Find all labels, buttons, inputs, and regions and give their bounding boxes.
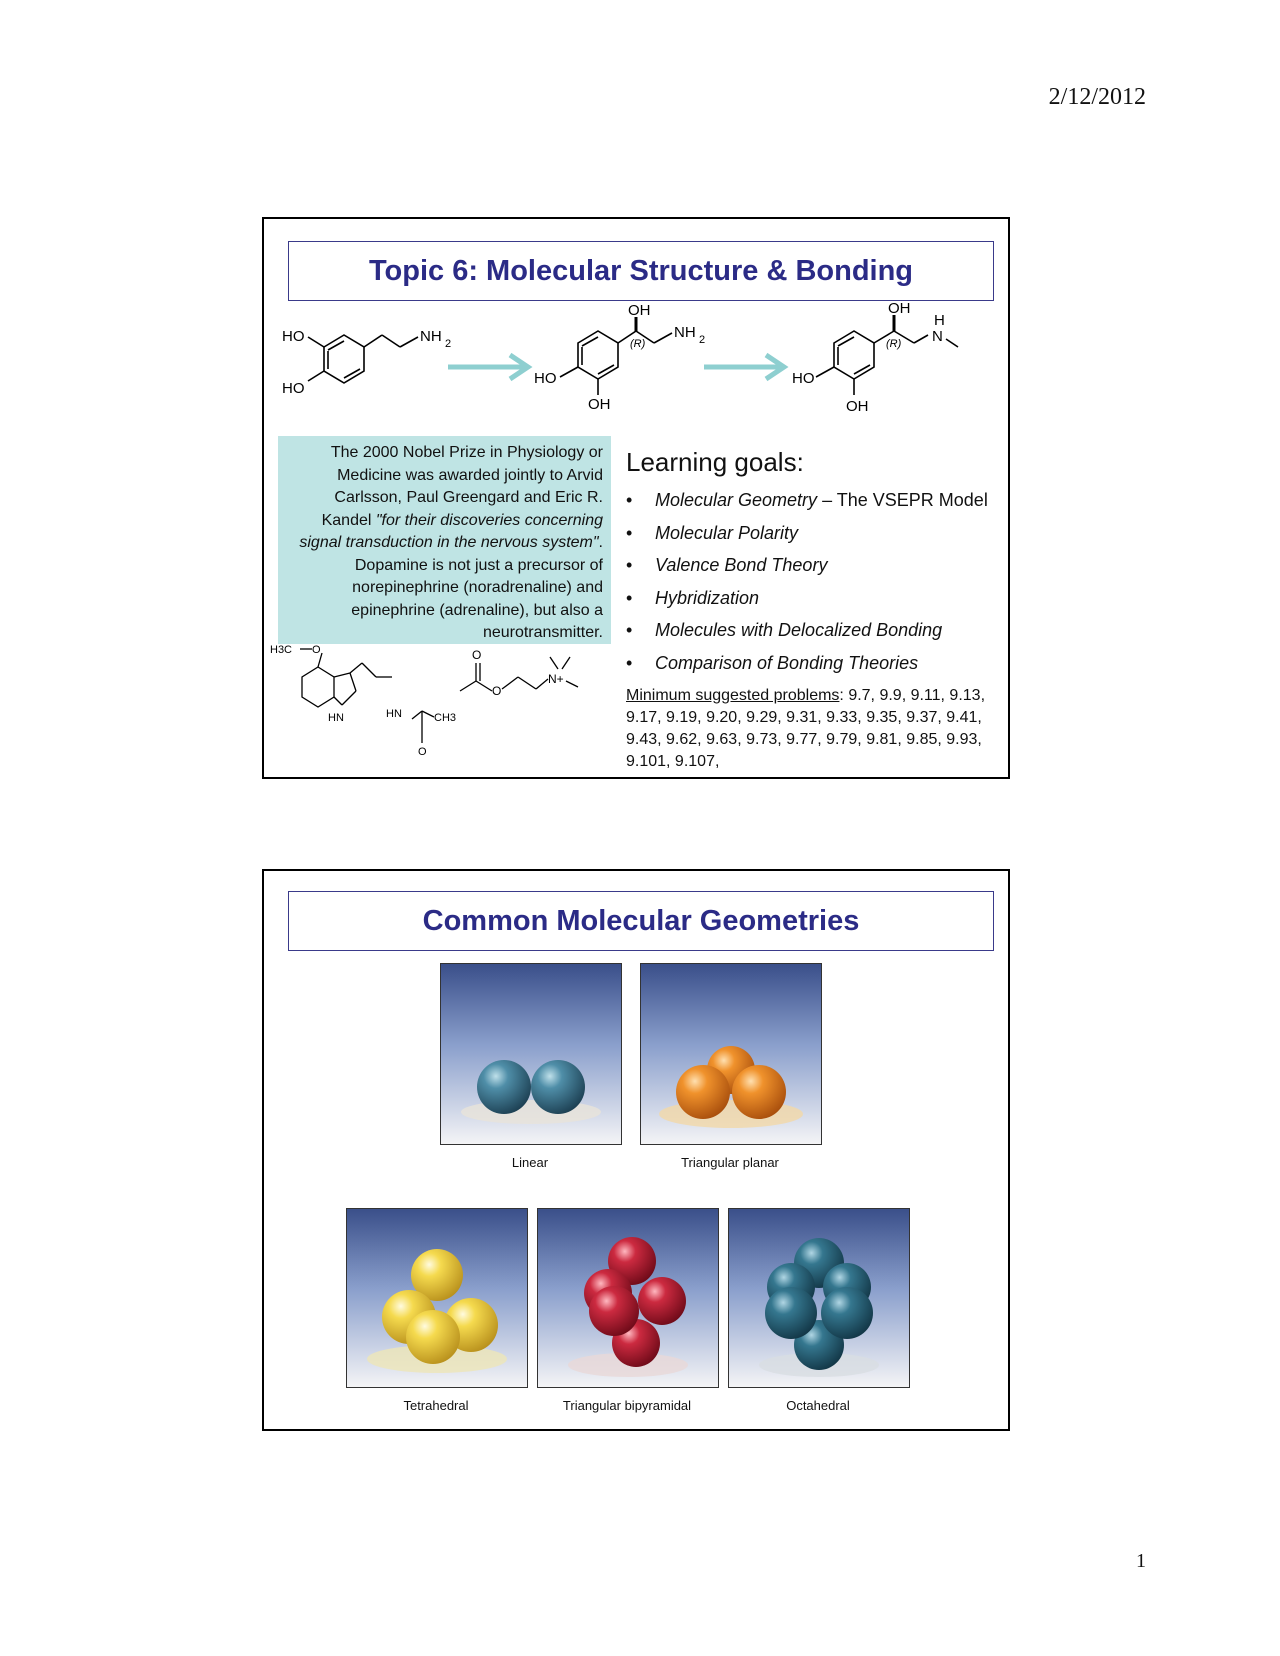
reaction-arrow-1 xyxy=(448,355,528,379)
norepinephrine-r-label: (R) xyxy=(630,338,646,350)
melatonin-h3c: H3C xyxy=(270,644,293,656)
epinephrine-n: N xyxy=(932,328,943,345)
goal-item: • Molecules with Delocalized Bonding xyxy=(626,620,943,640)
goal-item: • Molecular Geometry – The VSEPR Model xyxy=(626,490,988,510)
page-date: 2/12/2012 xyxy=(1048,84,1146,110)
dopamine-to-epinephrine-scheme xyxy=(264,303,1008,423)
learning-goals-list xyxy=(626,484,1006,679)
epinephrine-r-label: (R) xyxy=(886,338,902,350)
epinephrine-h: H xyxy=(934,312,945,329)
note-text-1: The 2000 Nobel Prize in Physiology or Medicine was awarded jointly to Arvid Carlsson, Paul Greengard and Eric R. Kandel xyxy=(321,444,603,529)
problems-label: Minimum suggested problems xyxy=(626,687,840,704)
norepinephrine-structure xyxy=(560,317,672,395)
acetylcholine-o-ester: O xyxy=(492,684,502,698)
octahedral-geometry-image xyxy=(728,1208,910,1388)
page-number: 1 xyxy=(1136,1550,1146,1572)
caption-triangular-bipyramidal: Triangular bipyramidal xyxy=(562,1398,692,1413)
goal-item: • Valence Bond Theory xyxy=(626,555,828,575)
nobel-prize-note xyxy=(278,436,611,644)
melatonin-hn-ring: HN xyxy=(328,712,344,724)
caption-tetrahedral: Tetrahedral xyxy=(403,1398,469,1413)
acetylcholine-nplus: N+ xyxy=(548,672,564,686)
melatonin-acetylcholine-structures xyxy=(270,643,610,773)
atom-sphere xyxy=(765,1287,817,1339)
dopamine-nh2: NH xyxy=(420,328,442,345)
norepinephrine-ho: HO xyxy=(534,370,557,387)
triangular-bipyramidal-geometry-image xyxy=(537,1208,719,1388)
norepinephrine-oh-bottom: OH xyxy=(588,396,611,413)
reaction-arrow-2 xyxy=(704,355,784,379)
suggested-problems xyxy=(626,685,1002,773)
note-text-italic: "for their discoveries concerning signal transduction in the nervous system" xyxy=(299,511,603,551)
dopamine-nh2-sub: 2 xyxy=(445,338,452,350)
caption-linear: Linear xyxy=(511,1155,549,1170)
slide-title-box xyxy=(288,241,994,301)
caption-triangular-planar: Triangular planar xyxy=(681,1155,779,1170)
norepinephrine-oh-top: OH xyxy=(628,303,651,319)
caption-octahedral: Octahedral xyxy=(786,1398,850,1413)
atom-sphere xyxy=(477,1060,531,1114)
atom-sphere xyxy=(531,1060,585,1114)
slide-title: Topic 6: Molecular Structure & Bonding xyxy=(368,254,914,287)
melatonin-structure xyxy=(300,649,434,743)
norepinephrine-nh2: NH xyxy=(674,324,696,341)
slide-topic-6 xyxy=(262,217,1010,779)
tetrahedral-geometry-image xyxy=(346,1208,528,1388)
problems-list: : 9.7, 9.9, 9.11, 9.13, 9.17, 9.19, 9.20, 9.29, 9.31, 9.33, 9.35, 9.37, 9.41, 9.43, 9.62, 9.63, 9.73, 9.77, 9.79, 9.81, 9.85, 9.93, 9.101, 9.107, xyxy=(626,687,986,770)
atom-sphere xyxy=(732,1065,786,1119)
melatonin-o-carbonyl: O xyxy=(418,746,427,758)
triangular-planar-geometry-image xyxy=(640,963,822,1145)
atom-sphere xyxy=(676,1065,730,1119)
slide-title: Common Molecular Geometries xyxy=(422,904,860,937)
goal-item: • Hybridization xyxy=(626,587,760,608)
learning-goals-heading: Learning goals: xyxy=(626,447,804,477)
atom-sphere xyxy=(406,1310,460,1364)
acetylcholine-o-carbonyl: O xyxy=(472,648,482,662)
epinephrine-ho: HO xyxy=(792,370,815,387)
atom-sphere xyxy=(821,1287,873,1339)
atom-sphere xyxy=(589,1286,639,1336)
goal-item: • Comparison of Bonding Theories xyxy=(626,652,919,673)
norepinephrine-nh2-sub: 2 xyxy=(699,334,706,346)
learning-goals xyxy=(626,447,1006,679)
slide-title-box xyxy=(288,891,994,951)
dopamine-ho-bottom: HO xyxy=(282,380,305,397)
melatonin-o: O xyxy=(312,644,321,656)
melatonin-ch3: CH3 xyxy=(434,712,457,724)
goal-item: • Molecular Polarity xyxy=(626,522,799,543)
dopamine-ho-top: HO xyxy=(282,328,305,345)
epinephrine-oh-top: OH xyxy=(888,303,911,317)
slide-common-geometries xyxy=(262,869,1010,1431)
dopamine-structure xyxy=(308,335,418,383)
linear-geometry-image xyxy=(440,963,622,1145)
melatonin-hn-amide: HN xyxy=(386,708,402,720)
note-text-2: . Dopamine is not just a precursor of norepinephrine (noradrenaline) and epinephrine (adrenaline), but also a neurotransmitter. xyxy=(351,534,603,641)
atom-sphere xyxy=(638,1277,686,1325)
epinephrine-oh-bottom: OH xyxy=(846,398,869,415)
